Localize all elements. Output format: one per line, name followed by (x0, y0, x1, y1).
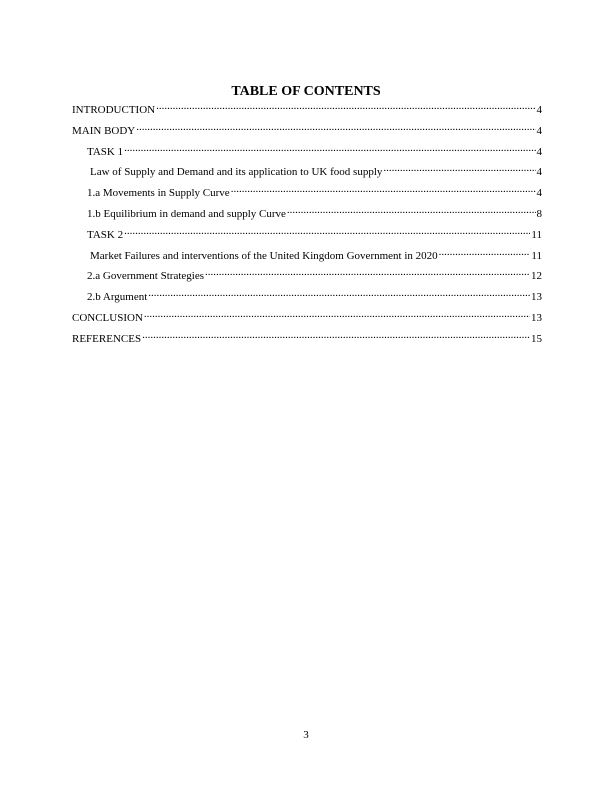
toc-dot-leader (124, 143, 535, 155)
toc-entry-label: 1.a Movements in Supply Curve (87, 187, 230, 200)
toc-dot-leader (148, 288, 530, 300)
toc-entry-introduction[interactable] (72, 100, 542, 121)
toc-entry-label: TASK 1 (87, 145, 124, 158)
toc-dot-leader (144, 309, 530, 321)
page-number: 3 (303, 729, 309, 741)
toc-entry-page: 13 (531, 291, 542, 304)
toc-entry-page: 4 (536, 187, 542, 200)
toc-dot-leader (439, 247, 531, 259)
toc-entry-market-failures[interactable] (72, 246, 542, 267)
toc-entry-label: 2.b Argument (87, 291, 148, 304)
toc-entry-label: MAIN BODY (72, 124, 136, 137)
toc-entry-page: 12 (531, 270, 542, 283)
toc-entry-label: 2.a Government Strategies (87, 270, 204, 283)
toc-entry-task-1[interactable] (72, 142, 542, 163)
toc-dot-leader (124, 226, 530, 238)
toc-dot-leader (156, 101, 535, 113)
toc-entry-page: 4 (536, 145, 542, 158)
toc-entry-page: 4 (536, 166, 542, 179)
toc-dot-leader (205, 267, 530, 279)
toc-entry-label: Law of Supply and Demand and its application to UK food supply (90, 166, 383, 179)
toc-dot-leader (136, 122, 535, 134)
toc-entry-label: TASK 2 (87, 228, 124, 241)
toc-entry-page: 11 (531, 249, 542, 262)
toc-entry-law-of-supply[interactable] (72, 162, 542, 183)
toc-entry-page: 4 (536, 104, 542, 116)
toc-dot-leader (383, 163, 535, 175)
toc-entry-1b-equilibrium[interactable] (72, 204, 542, 225)
toc-entry-2b-argument[interactable] (72, 287, 542, 308)
toc-entry-page: 4 (536, 124, 542, 137)
toc-dot-leader (287, 205, 536, 217)
toc-entry-label: 1.b Equilibrium in demand and supply Curve (87, 207, 286, 220)
toc-entry-conclusion[interactable] (72, 308, 542, 329)
toc-entry-2a-government-strategies[interactable] (72, 266, 542, 287)
toc-entry-main-body[interactable] (72, 121, 542, 142)
toc-entry-page: 13 (531, 311, 542, 324)
toc-entry-label: REFERENCES (72, 332, 142, 345)
toc-entry-references[interactable] (72, 329, 542, 350)
toc-entry-task-2[interactable] (72, 225, 542, 246)
toc-entry-label: Market Failures and interventions of the United Kingdom Government in 2020 (90, 249, 438, 262)
toc-dot-leader (231, 184, 536, 196)
toc-entry-page: 8 (536, 207, 542, 220)
toc-entry-label: INTRODUCTION (72, 104, 156, 116)
toc-dot-leader (142, 330, 530, 342)
toc-entry-page: 15 (531, 332, 542, 345)
toc-entry-page: 11 (531, 228, 542, 241)
table-of-contents (72, 100, 542, 350)
toc-entry-label: CONCLUSION (72, 311, 143, 324)
toc-title: TABLE OF CONTENTS (231, 84, 381, 99)
toc-entry-1a-movements[interactable] (72, 183, 542, 204)
